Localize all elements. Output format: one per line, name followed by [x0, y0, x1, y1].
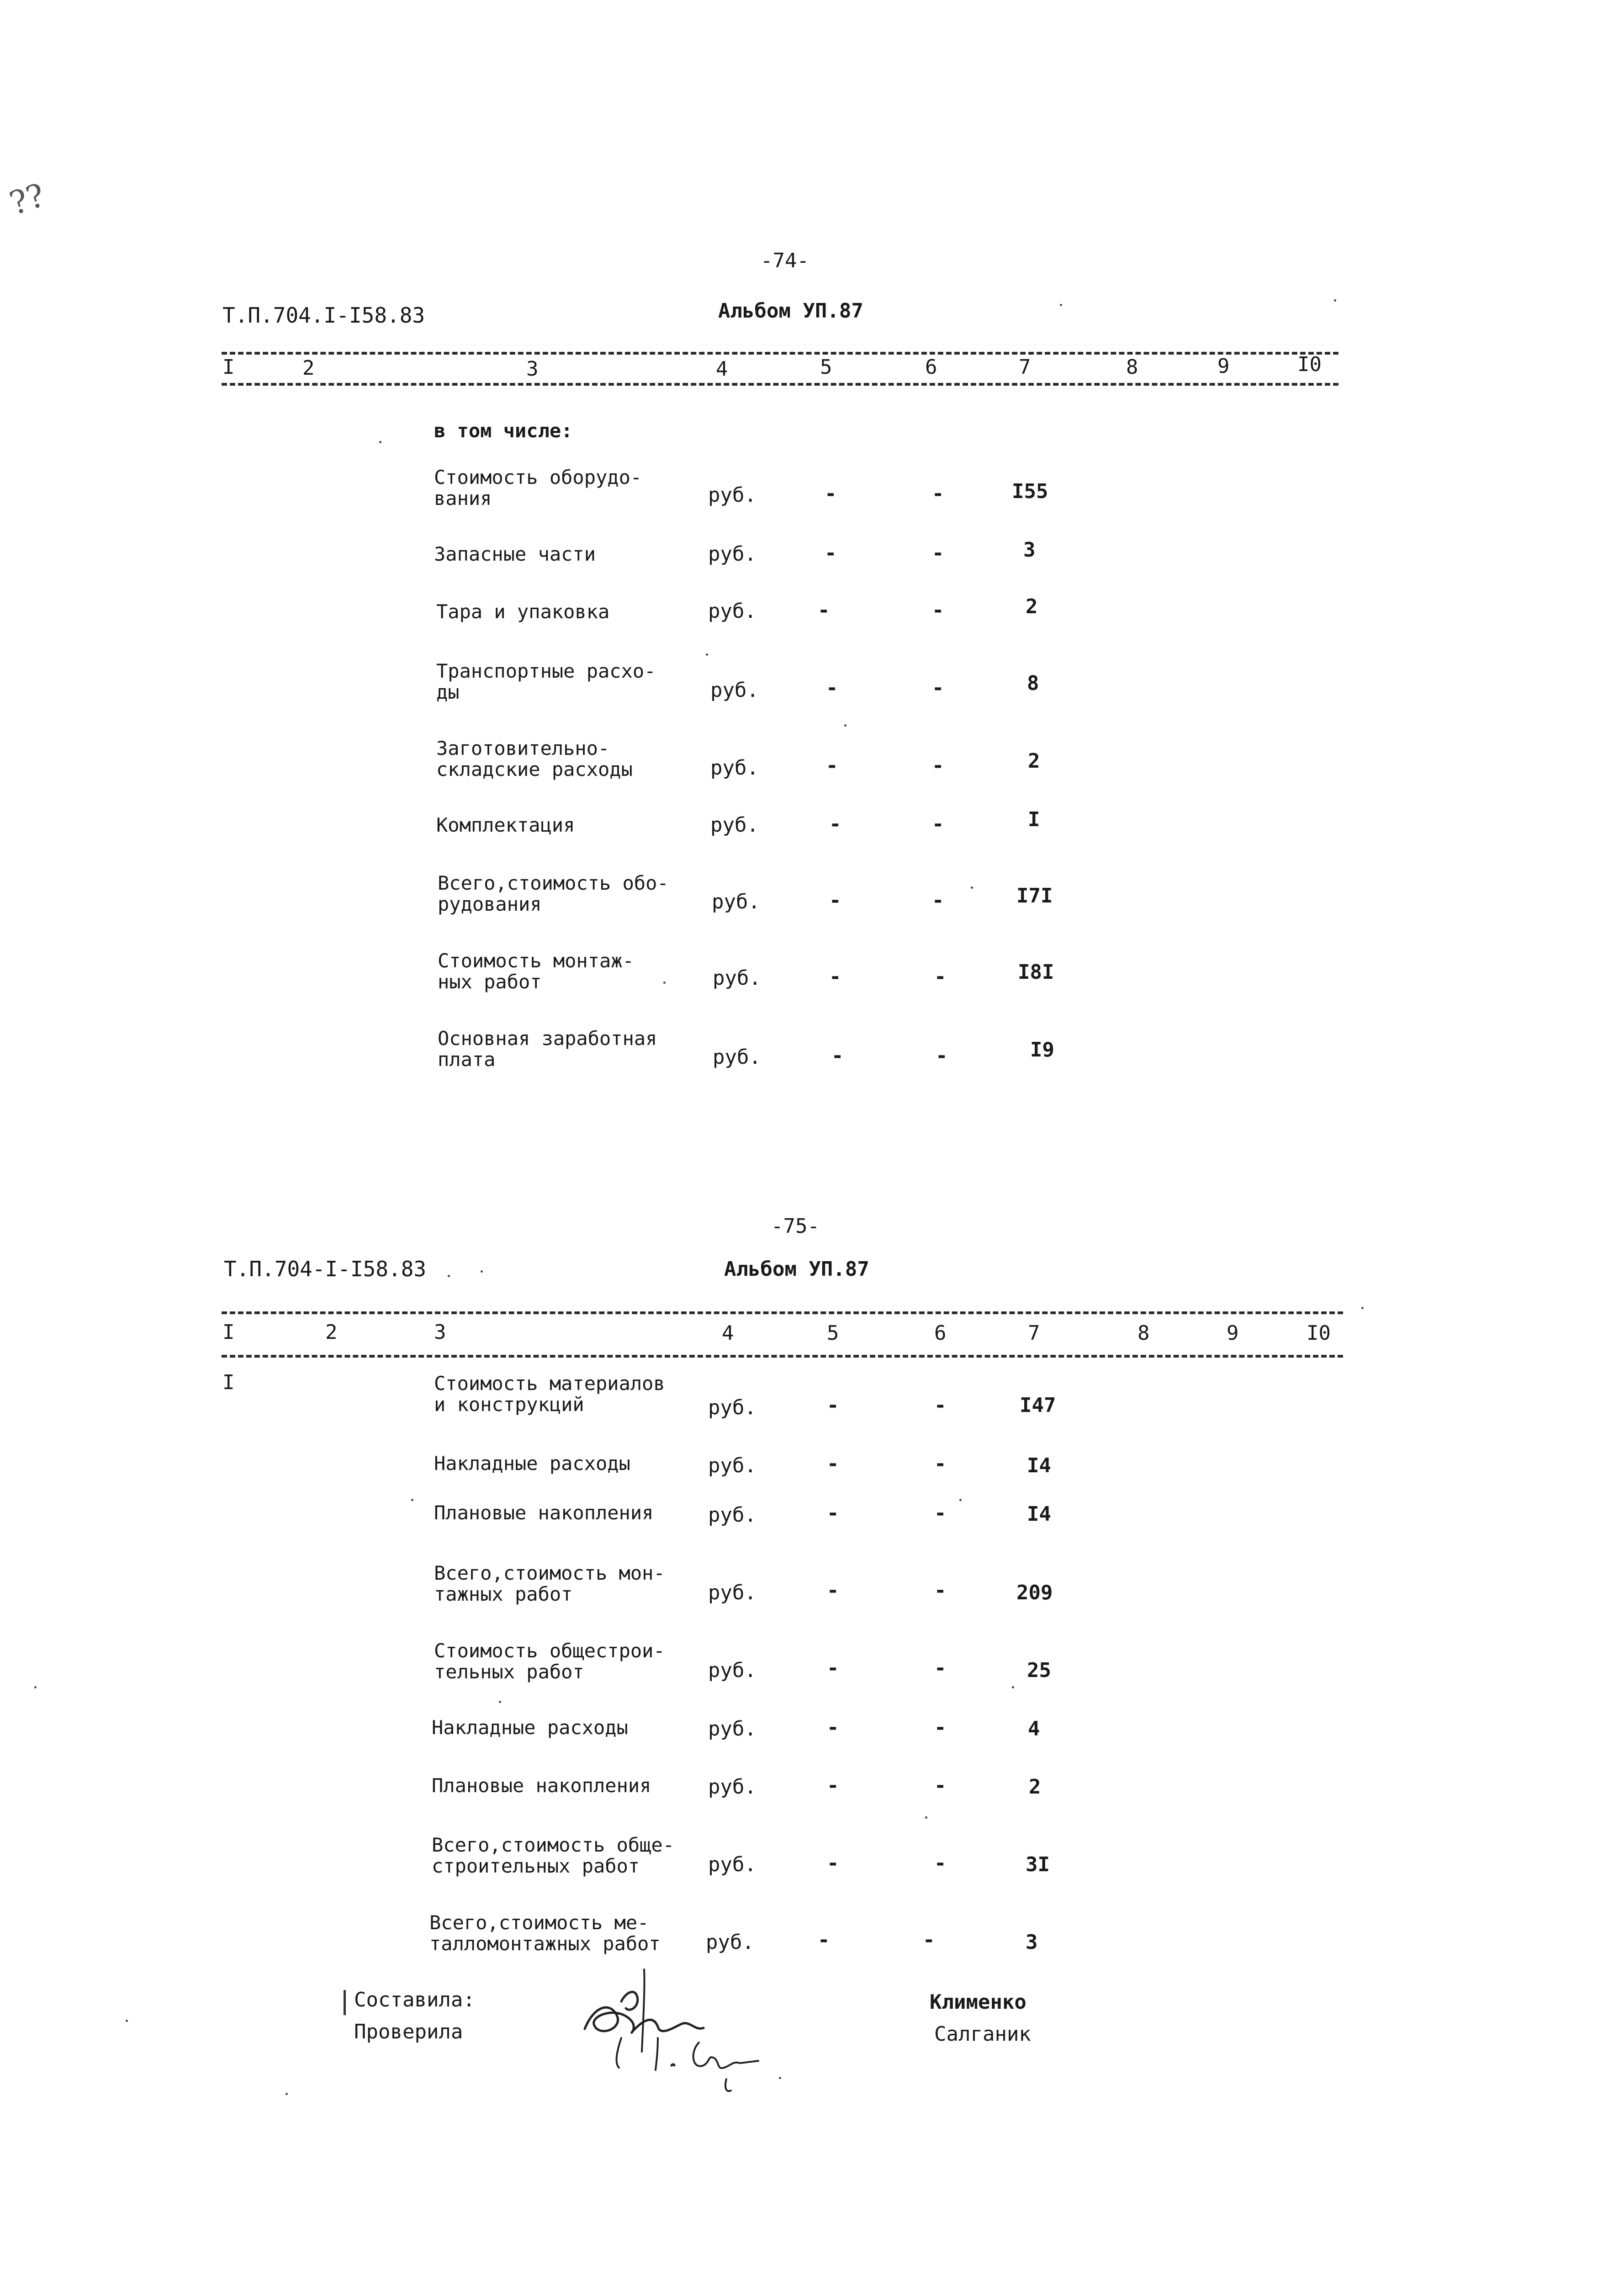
row-value: 4	[1028, 1717, 1040, 1741]
row-value: I8I	[1018, 961, 1054, 984]
album-label: Альбом УП.87	[718, 299, 863, 323]
column-number: 4	[722, 1321, 734, 1345]
row-value: 2	[1028, 749, 1040, 773]
album-label: Альбом УП.87	[724, 1258, 869, 1281]
row-value: I47	[1020, 1394, 1056, 1417]
row-description: Плановые накопления	[432, 1774, 651, 1797]
row-description: Всего,стоимость обо- рудования	[438, 872, 669, 915]
table-header-rule-bottom	[222, 383, 1338, 386]
column-number: 7	[1019, 356, 1031, 379]
column-number: 2	[302, 356, 315, 380]
row-col6: -	[934, 1716, 947, 1739]
row-value: I55	[1012, 480, 1048, 503]
table-header-rule-bottom	[222, 1355, 1343, 1358]
row-col6: -	[934, 1656, 947, 1680]
row-description: Запасные части	[434, 543, 596, 565]
row-description: Основная заработная плата	[438, 1027, 657, 1071]
checked-by-label: Проверила	[354, 2020, 463, 2043]
row-col6: -	[932, 482, 944, 505]
row-unit: руб.	[708, 1396, 756, 1419]
row-description: Заготовительно- складские расходы	[436, 737, 633, 780]
row-description: Стоимость общестрои- тельных работ	[434, 1640, 665, 1683]
row-description: Всего,стоимость обще- строительных работ	[432, 1834, 675, 1877]
column-number: 8	[1137, 1321, 1150, 1345]
row-value: I7I	[1016, 884, 1053, 907]
row-col5: -	[827, 1579, 839, 1602]
row-unit: руб.	[712, 890, 760, 913]
row-col6: -	[932, 541, 944, 565]
row-description: Плановые накопления	[434, 1502, 654, 1524]
margin-note: ??	[5, 176, 49, 223]
row-col6: -	[936, 1044, 948, 1067]
row-description: Накладные расходы	[434, 1452, 630, 1475]
row-unit: руб.	[708, 483, 756, 507]
compiled-by-name: Клименко	[930, 1990, 1026, 2014]
row-value: 2	[1029, 1775, 1041, 1799]
row-col5: -	[827, 1452, 839, 1475]
row-unit: руб.	[708, 1503, 756, 1527]
row-col6: -	[932, 599, 944, 622]
row-col5: -	[831, 1044, 844, 1067]
row-description: Накладные расходы	[432, 1716, 628, 1739]
row-col5: -	[829, 812, 841, 836]
row-unit: руб.	[710, 813, 759, 837]
column-number: 5	[827, 1321, 839, 1345]
row-col6: -	[932, 676, 944, 700]
column-number: 6	[925, 356, 937, 379]
row-unit: руб.	[710, 756, 759, 780]
row-col5: -	[825, 541, 837, 565]
row-description: Тара и упаковка	[436, 600, 610, 623]
row-description: Стоимость оборудо- вания	[434, 466, 642, 509]
row-value: I4	[1027, 1502, 1051, 1526]
row-description: Комплектация	[436, 814, 575, 836]
row-col6: -	[934, 1579, 947, 1602]
column-number: 3	[526, 357, 539, 381]
row-unit: руб.	[713, 966, 761, 990]
row-value: 209	[1016, 1581, 1053, 1604]
row-value: 8	[1027, 672, 1039, 695]
column-number: 9	[1227, 1321, 1239, 1345]
column-number: 4	[716, 357, 728, 381]
column-number: I0	[1297, 353, 1322, 376]
row-value: 3	[1026, 1931, 1038, 1954]
row-col6: -	[934, 1852, 947, 1875]
column-number: 9	[1217, 355, 1230, 378]
column-number: 8	[1126, 356, 1138, 379]
row-value: I4	[1027, 1454, 1051, 1477]
row-description: Стоимость монтаж- ных работ	[438, 950, 634, 993]
section-label: в том числе:	[434, 419, 573, 442]
row-col5: -	[825, 482, 837, 505]
checked-by-name: Салганик	[934, 2022, 1031, 2046]
row-col5: -	[826, 754, 838, 777]
row-unit: руб.	[708, 1581, 756, 1604]
row-description: Всего,стоимость ме- талломонтажных работ	[429, 1911, 661, 1955]
row-value: I9	[1030, 1038, 1054, 1061]
row-unit: руб.	[708, 600, 756, 623]
page-number: -74-	[761, 249, 809, 272]
row-unit: руб.	[708, 1775, 756, 1799]
page-number: -75-	[771, 1215, 820, 1238]
column-number: I0	[1307, 1321, 1331, 1345]
column-number: 6	[934, 1321, 947, 1345]
row-col6: -	[934, 1774, 947, 1797]
row-col6: -	[934, 1502, 947, 1525]
row-col5: -	[827, 1716, 839, 1739]
row-col5: -	[826, 676, 838, 700]
row-col6: -	[934, 1394, 947, 1417]
row-unit: руб.	[708, 1454, 756, 1477]
row-col5: -	[827, 1502, 839, 1525]
signature-bracket	[344, 1990, 346, 2015]
table-header-rule-top	[222, 352, 1338, 355]
row-unit: руб.	[710, 679, 759, 702]
row-unit: руб.	[708, 542, 756, 566]
row-col5: -	[827, 1656, 839, 1680]
row-unit: руб.	[708, 1853, 756, 1876]
row-col5: -	[829, 889, 841, 912]
row-unit: руб.	[708, 1717, 756, 1741]
document-id: Т.П.704.I-I58.83	[222, 303, 425, 328]
row-value: 3	[1023, 538, 1036, 562]
row-col5: -	[818, 1928, 830, 1952]
row-value: 25	[1027, 1659, 1051, 1682]
handwritten-signatures	[566, 1951, 822, 2097]
row-col5: -	[818, 599, 830, 622]
column-number: I	[222, 356, 235, 379]
table-header-rule-top	[222, 1311, 1343, 1314]
row-value: I	[1028, 808, 1040, 831]
column-number: 5	[820, 356, 832, 379]
document-id: Т.П.704-I-I58.83	[224, 1257, 427, 1281]
column-number: 3	[434, 1321, 446, 1344]
row-value: 3I	[1026, 1853, 1050, 1876]
row-col5: -	[827, 1774, 839, 1797]
row-col6: -	[932, 812, 944, 836]
row-col5: -	[827, 1852, 839, 1875]
row-col6: -	[934, 965, 947, 988]
row-col5: -	[827, 1394, 839, 1417]
row-description: Стоимость материалов и конструкций	[434, 1372, 665, 1416]
row-value: 2	[1026, 595, 1038, 618]
row-col5: -	[829, 965, 841, 988]
compiled-by-label: Составила:	[354, 1988, 475, 2011]
column-number: I	[222, 1321, 235, 1344]
row-description: Транспортные расхо- ды	[436, 660, 656, 703]
row-col6: -	[932, 889, 944, 912]
row-col6: -	[923, 1928, 935, 1952]
column-number: 2	[325, 1321, 338, 1344]
row-col6: -	[932, 754, 944, 777]
row-unit: руб.	[713, 1045, 761, 1069]
column-number: 7	[1028, 1321, 1040, 1345]
row-description: Всего,стоимость мон- тажных работ	[434, 1562, 665, 1605]
row-unit: руб.	[708, 1659, 756, 1682]
row-col6: -	[934, 1452, 947, 1475]
row-marker: I	[222, 1371, 235, 1394]
row-unit: руб.	[706, 1931, 754, 1954]
